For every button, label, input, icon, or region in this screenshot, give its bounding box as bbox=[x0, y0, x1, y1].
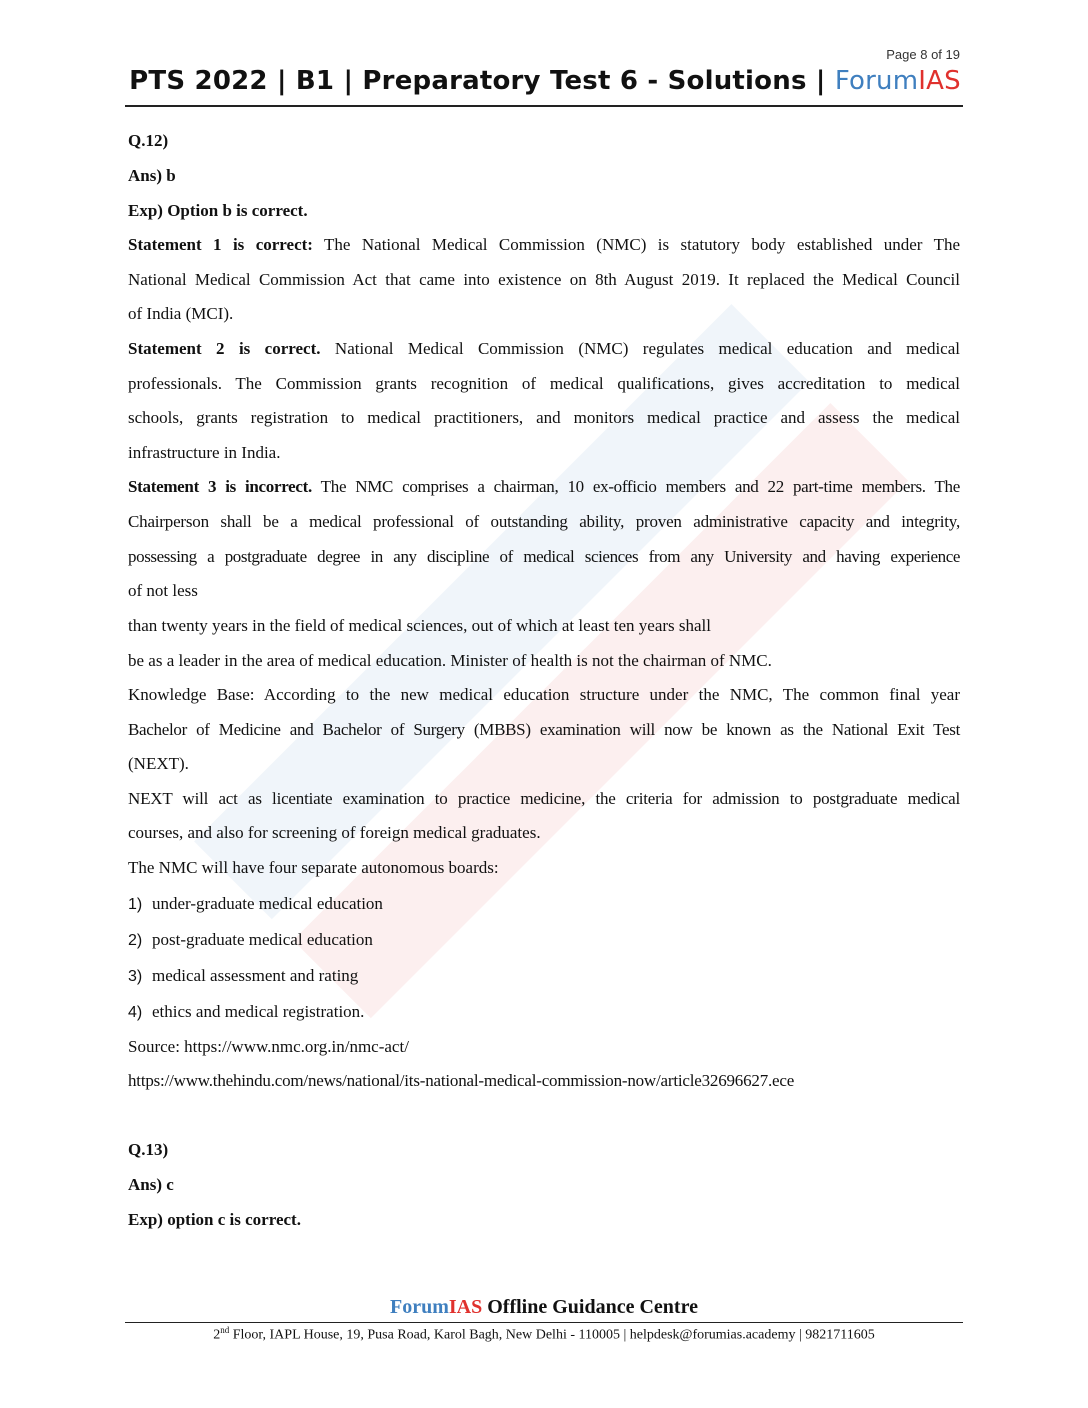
source-line2: https://www.thehindu.com/news/national/its-national-medical-commission-now/article32696627.ece bbox=[128, 1071, 795, 1090]
q13-explanation: Exp) option c is correct. bbox=[128, 1210, 301, 1229]
knowledge-base-line3: (NEXT). bbox=[128, 754, 189, 773]
list-item-text: under-graduate medical education bbox=[152, 894, 383, 913]
q12-explanation: Exp) Option b is correct. bbox=[128, 201, 308, 220]
knowledge-base-line1: Knowledge Base: According to the new medical education structure under the NMC, The common final year bbox=[128, 685, 960, 704]
list-item-number: 2) bbox=[128, 932, 143, 949]
list-item-number: 4) bbox=[128, 1004, 143, 1021]
footer-rule bbox=[125, 1322, 963, 1323]
statement3-text: The NMC comprises a chairman, 10 ex-officio members and 22 part-time members. The bbox=[311, 477, 960, 496]
statement3-line1 bbox=[128, 476, 960, 498]
statement3-line6: be as a leader in the area of medical education. Minister of health is not the chairman of NMC. bbox=[128, 651, 772, 670]
statement1-text: The National Medical Commission (NMC) is statutory body established under The bbox=[312, 235, 960, 254]
next-line2: courses, and also for screening of foreign medical graduates. bbox=[128, 823, 541, 842]
statement3-line2: Chairperson shall be a medical professional of outstanding ability, proven administrative capacity and integrity, bbox=[128, 512, 960, 531]
brand-ias: IAS bbox=[918, 66, 961, 96]
statement3-line3: possessing a postgraduate degree in any discipline of medical sciences from any University and having experience bbox=[128, 547, 960, 566]
q13-answer: Ans) c bbox=[128, 1175, 174, 1194]
statement1-line3: of India (MCI). bbox=[128, 304, 234, 323]
page-number: Page 8 of 19 bbox=[886, 47, 960, 62]
q12-answer: Ans) b bbox=[128, 166, 176, 185]
statement3-line4: of not less bbox=[128, 581, 198, 600]
footer-centre: Offline Guidance Centre bbox=[482, 1296, 698, 1318]
statement2-label: Statement 2 is correct. bbox=[128, 339, 321, 358]
statement1-label: Statement 1 is correct: bbox=[128, 235, 313, 254]
boards-intro: The NMC will have four separate autonomous boards: bbox=[128, 858, 499, 877]
document-title bbox=[125, 66, 965, 96]
list-item-text: post-graduate medical education bbox=[152, 930, 373, 949]
statement2-text: National Medical Commission (NMC) regulates medical education and medical bbox=[320, 339, 960, 358]
list-item bbox=[128, 1001, 960, 1023]
source-line1: Source: https://www.nmc.org.in/nmc-act/ bbox=[128, 1037, 409, 1056]
statement3-label: Statement 3 is incorrect. bbox=[128, 477, 312, 496]
footer-floor: 2 bbox=[213, 1327, 221, 1343]
list-item-number: 3) bbox=[128, 968, 143, 985]
footer-floor-suffix: nd bbox=[220, 1325, 230, 1335]
statement2-line2: professionals. The Commission grants recognition of medical qualifications, gives accreditation to medical bbox=[128, 374, 960, 393]
title-text: PTS 2022 | B1 | Preparatory Test 6 - Solutions | bbox=[129, 66, 835, 96]
q12-number: Q.12) bbox=[128, 131, 169, 150]
footer-brand-ias: IAS bbox=[448, 1296, 483, 1318]
list-item-text: ethics and medical registration. bbox=[152, 1002, 365, 1021]
statement1-line1 bbox=[128, 234, 960, 256]
next-line1: NEXT will act as licentiate examination to practice medicine, the criteria for admission to postgraduate medical bbox=[128, 789, 960, 808]
brand-forum: Forum bbox=[834, 66, 919, 96]
list-item-number: 1) bbox=[128, 896, 143, 913]
knowledge-base-line2: Bachelor of Medicine and Bachelor of Surgery (MBBS) examination will now be known as the National Exit Test bbox=[128, 720, 960, 739]
list-item bbox=[128, 965, 960, 987]
footer-brand-forum: Forum bbox=[390, 1296, 449, 1318]
q13-number: Q.13) bbox=[128, 1140, 169, 1159]
list-item bbox=[128, 929, 960, 951]
statement2-line4: infrastructure in India. bbox=[128, 443, 281, 462]
footer-address bbox=[125, 1325, 963, 1344]
list-item-text: medical assessment and rating bbox=[152, 966, 359, 985]
list-item bbox=[128, 893, 960, 915]
statement3-line5: than twenty years in the field of medical sciences, out of which at least ten years shall bbox=[128, 616, 711, 635]
footer-address-text: Floor, IAPL House, 19, Pusa Road, Karol Bagh, New Delhi - 110005 | helpdesk@forumias.academy | 9821711605 bbox=[229, 1327, 875, 1343]
statement2-line3: schools, grants registration to medical practitioners, and monitors medical practice and assess the medical bbox=[128, 408, 960, 427]
header-rule bbox=[125, 105, 963, 107]
statement2-line1 bbox=[128, 338, 960, 360]
statement1-line2: National Medical Commission Act that came into existence on 8th August 2019. It replaced the Medical Council bbox=[128, 270, 960, 289]
footer-title bbox=[125, 1296, 963, 1319]
